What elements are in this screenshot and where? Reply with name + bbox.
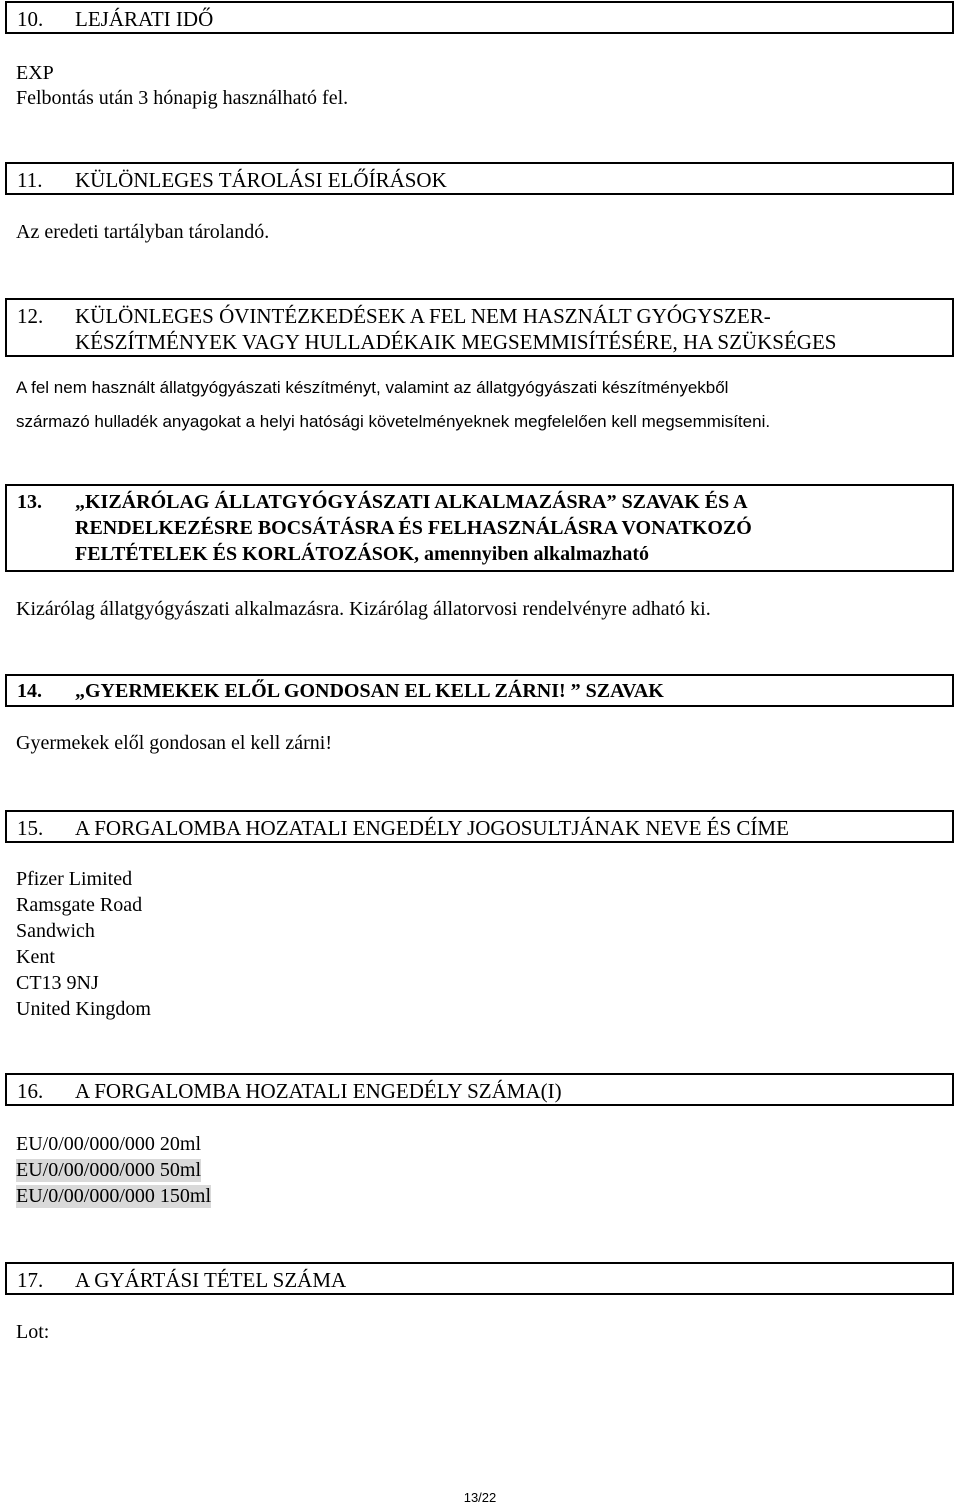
section-17-header: [5, 1262, 954, 1295]
section-title-line-1: KÜLÖNLEGES ÓVINTÉZKEDÉSEK A FEL NEM HASZNÁLT GYÓGYSZER-: [75, 304, 771, 328]
section-number: 12.: [17, 304, 44, 328]
section-title: LEJÁRATI IDŐ: [75, 7, 214, 31]
shelf-life-text: Felbontás után 3 hónapig használható fel.: [16, 87, 349, 109]
section-number: 16.: [17, 1079, 44, 1103]
address-street: Ramsgate Road: [16, 894, 143, 916]
section-14-header: [5, 674, 954, 707]
authorisation-number: EU/0/00/000/000 50ml: [16, 1159, 201, 1181]
section-number: 15.: [17, 816, 44, 840]
storage-text: Az eredeti tartályban tárolandó.: [16, 221, 270, 243]
section-15-header: [5, 810, 954, 843]
disposal-text-line-2: származó hulladék anyagokat a helyi hatósági követelményeknek megfelelően kell megsemmisíteni.: [16, 412, 771, 431]
section-11-header: [5, 162, 954, 195]
address-postcode: CT13 9NJ: [16, 972, 99, 994]
section-number: 11.: [17, 168, 43, 192]
section-title: A GYÁRTÁSI TÉTEL SZÁMA: [75, 1268, 347, 1292]
section-number: 17.: [17, 1268, 44, 1292]
section-title: KÜLÖNLEGES TÁROLÁSI ELŐÍRÁSOK: [75, 168, 447, 192]
section-title-line-2: RENDELKEZÉSRE BOCSÁTÁSRA ÉS FELHASZNÁLÁSRA VONATKOZÓ: [75, 517, 752, 539]
children-warning-text: Gyermekek elől gondosan el kell zárni!: [16, 732, 332, 754]
section-title-line-1: „KIZÁRÓLAG ÁLLATGYÓGYÁSZATI ALKALMAZÁSRA” SZAVAK ÉS A: [75, 491, 748, 513]
section-10-header: [5, 1, 954, 34]
lot-label: Lot:: [16, 1321, 50, 1343]
holder-name: Pfizer Limited: [16, 868, 133, 890]
page-number: 13/22: [463, 1490, 497, 1505]
section-12-header: [5, 298, 954, 357]
exp-label: EXP: [16, 62, 54, 84]
authorisation-number: EU/0/00/000/000 150ml: [16, 1185, 211, 1207]
section-number: 13.: [17, 491, 42, 513]
authorisation-number: EU/0/00/000/000 20ml: [16, 1133, 201, 1155]
section-title: A FORGALOMBA HOZATALI ENGEDÉLY SZÁMA(I): [75, 1079, 562, 1103]
address-city: Sandwich: [16, 920, 95, 942]
section-title: A FORGALOMBA HOZATALI ENGEDÉLY JOGOSULTJÁNAK NEVE ÉS CÍME: [75, 816, 789, 840]
address-county: Kent: [16, 946, 55, 968]
section-title-line-2: KÉSZÍTMÉNYEK VAGY HULLADÉKAIK MEGSEMMISÍTÉSÉRE, HA SZÜKSÉGES: [75, 330, 837, 354]
disposal-text-line-1: A fel nem használt állatgyógyászati készítményt, valamint az állatgyógyászati készítményekből: [16, 378, 729, 397]
section-title-line-3: FELTÉTELEK ÉS KORLÁTOZÁSOK, amennyiben alkalmazható: [75, 543, 650, 565]
section-16-header: [5, 1073, 954, 1106]
section-number: 14.: [17, 680, 42, 702]
address-country: United Kingdom: [16, 998, 151, 1020]
section-number: 10.: [17, 7, 44, 31]
section-title: „GYERMEKEK ELŐL GONDOSAN EL KELL ZÁRNI! ” SZAVAK: [75, 680, 664, 702]
usage-restriction-text: Kizárólag állatgyógyászati alkalmazásra. Kizárólag állatorvosi rendelvényre adható ki.: [16, 598, 711, 620]
section-13-header: [5, 484, 954, 572]
